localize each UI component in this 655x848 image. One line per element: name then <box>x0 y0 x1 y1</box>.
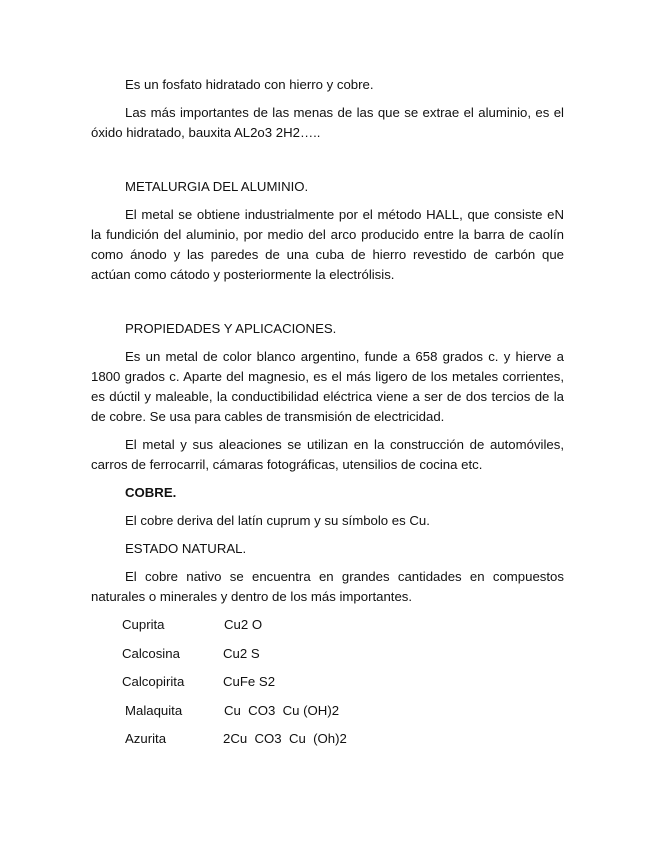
mineral-row <box>91 729 564 758</box>
mineral-formula: CuFe S2 <box>223 674 276 689</box>
heading-cobre: COBRE. <box>125 485 177 500</box>
paragraph-menas: Las más importantes de las menas de las que se extrae el aluminio, es el óxido hidratado, bauxita AL2o3 2H2….. <box>91 105 564 140</box>
minerals-list <box>91 615 564 758</box>
mineral-formula: Cu2 O <box>224 617 263 632</box>
mineral-name: Azurita <box>125 731 167 746</box>
mineral-row <box>91 644 564 673</box>
paragraph-aleaciones: El metal y sus aleaciones se utilizan en la construcción de automóviles, carros de ferrocarril, cámaras fotográficas, utensilios de cocina etc. <box>91 437 564 472</box>
mineral-row <box>91 615 564 644</box>
paragraph-fosfato: Es un fosfato hidratado con hierro y cobre. <box>125 77 374 92</box>
mineral-name: Malaquita <box>125 702 183 718</box>
mineral-name: Calcosina <box>122 645 180 661</box>
heading-metalurgia: METALURGIA DEL ALUMINIO. <box>125 179 309 194</box>
mineral-name: Cuprita <box>122 617 165 632</box>
mineral-formula: 2Cu CO3 Cu (Oh)2 <box>223 731 347 746</box>
mineral-formula: Cu CO3 Cu (OH)2 <box>224 702 340 718</box>
mineral-name: Calcopirita <box>122 674 185 689</box>
document-body <box>91 75 564 758</box>
heading-estado-natural: ESTADO NATURAL. <box>125 541 247 556</box>
heading-propiedades: PROPIEDADES Y APLICACIONES. <box>125 321 337 336</box>
paragraph-cobre: El cobre deriva del latín cuprum y su símbolo es Cu. <box>125 513 430 528</box>
mineral-row <box>91 701 564 730</box>
mineral-formula: Cu2 S <box>223 645 260 661</box>
paragraph-metalurgia: El metal se obtiene industrialmente por el método HALL, que consiste eN la fundición del aluminio, por medio del arco producido entre la barra de caolín como ánodo y las paredes de una cuba de hierro revestido de carbón que actúan como cátodo y posteriormente la electrólisis. <box>91 207 564 282</box>
mineral-row <box>91 672 564 701</box>
paragraph-propiedades: Es un metal de color blanco argentino, funde a 658 grados c. y hierve a 1800 grados c. Aparte del magnesio, es el más ligero de los metales corrientes, es dúctil y maleable, la conductibilidad eléctrica viene a ser de dos tercios de la de cobre. Se usa para cables de transmisión de electricidad. <box>91 349 564 424</box>
paragraph-estado-natural: El cobre nativo se encuentra en grandes cantidades en compuestos naturales o minerales y dentro de los más importantes. <box>91 569 564 604</box>
